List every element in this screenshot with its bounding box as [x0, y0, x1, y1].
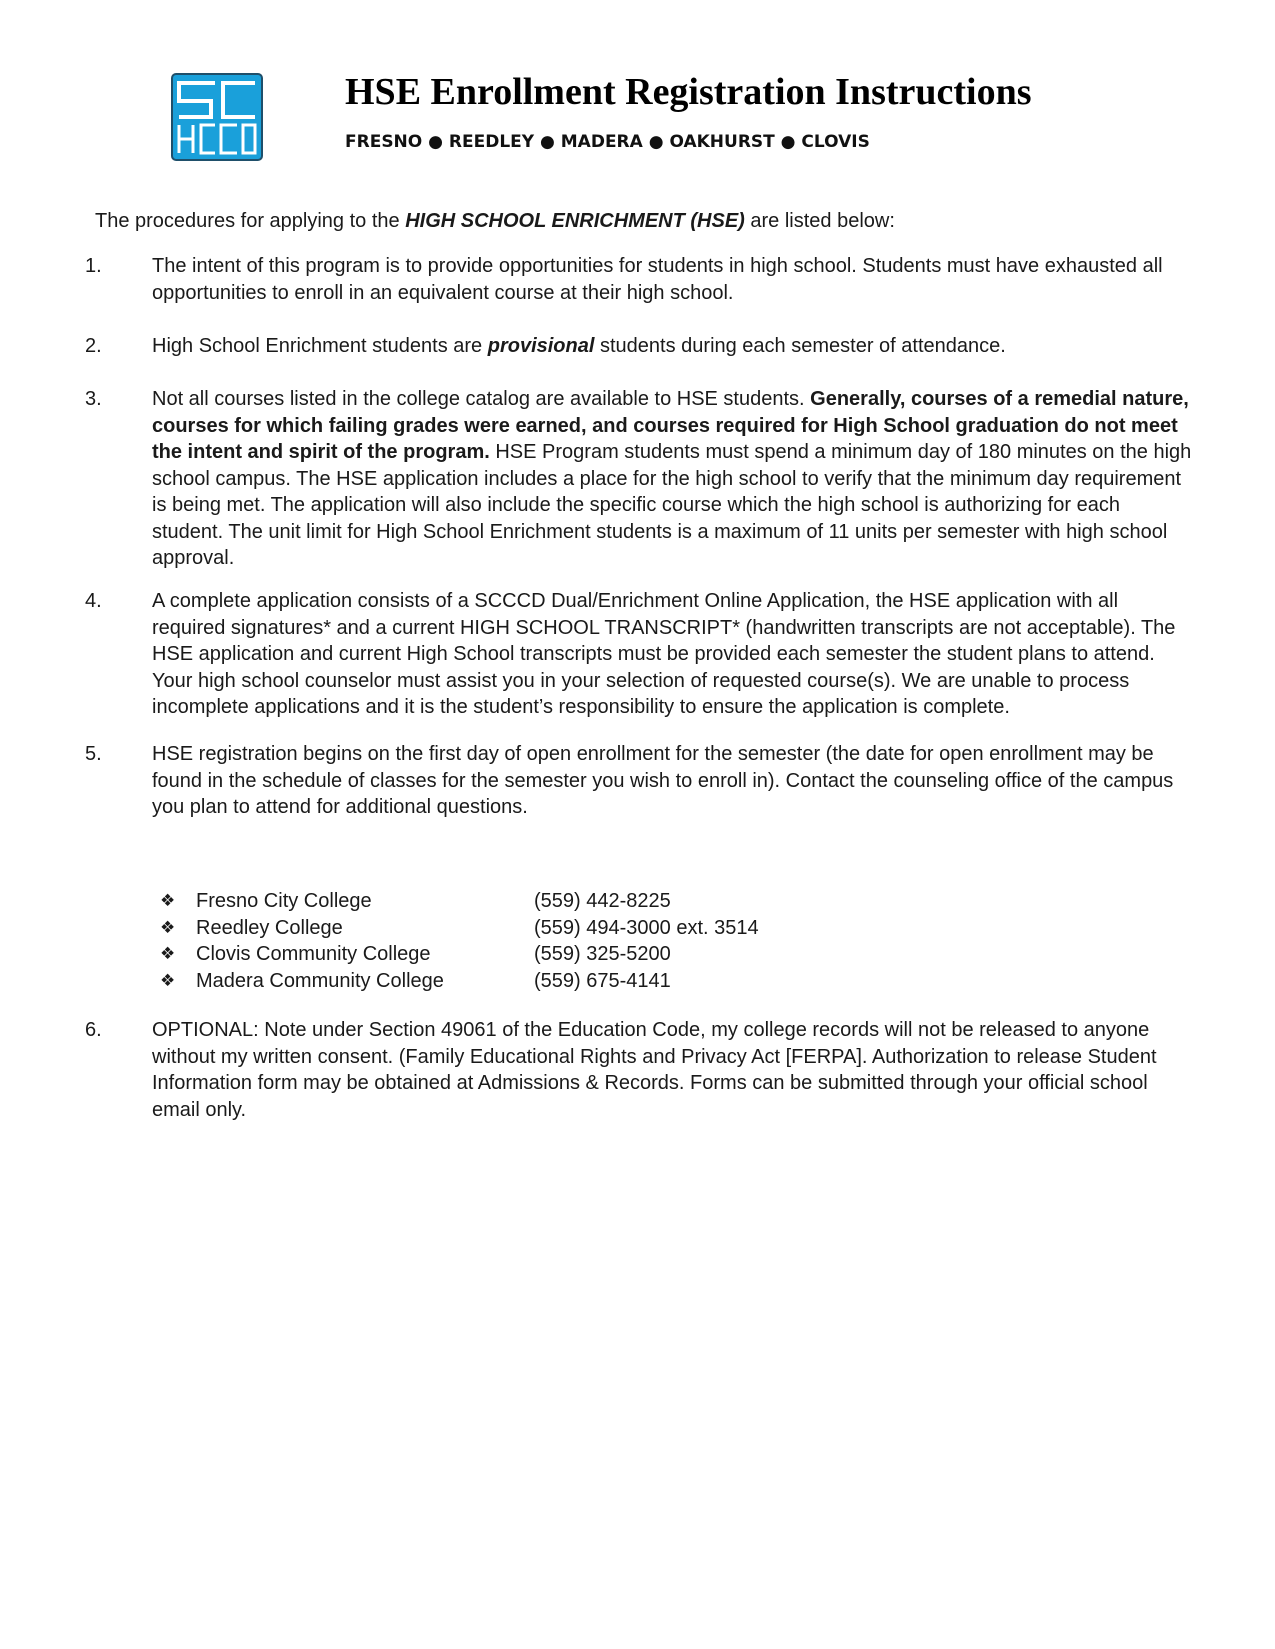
item-text: A complete application consists of a SCCCD Dual/Enrichment Online Application, the HSE application with all required signatures* and a current HIGH SCHOOL TRANSCRIPT* (handwritten transcripts are not acceptable). The HSE application and current High School transcripts must be provided each semester the student plans to attend. Your high school counselor must assist you in your selection of requested course(s). We are unable to process incomplete applications and it is the student’s responsibility to ensure the application is complete.: [152, 590, 1176, 718]
program-name: HIGH SCHOOL ENRICHMENT (HSE): [405, 210, 745, 232]
item-number: 2.: [85, 335, 102, 357]
item-number: 5.: [85, 743, 102, 765]
item-number: 1.: [85, 255, 102, 277]
intro-text: The procedures for applying to the HIGH SCHOOL ENRICHMENT (HSE) are listed below:: [95, 210, 895, 232]
diamond-bullet-icon: ❖: [160, 944, 176, 964]
scccd-logo-icon: [171, 73, 263, 161]
campus-list: FRESNO ● REEDLEY ● MADERA ● OAKHURST ● CLOVIS: [345, 132, 870, 152]
item-text: High School Enrichment students are provisional students during each semester of attendance.: [152, 335, 1006, 357]
list-item: [85, 333, 1195, 360]
list-item: [85, 588, 1195, 721]
item-number: 3.: [85, 388, 102, 410]
contact-row: [160, 888, 759, 915]
list-item: [85, 741, 1195, 821]
list-item: [85, 386, 1195, 572]
college-phone: (559) 325-5200: [534, 943, 671, 965]
item-number: 6.: [85, 1019, 102, 1041]
college-phone: (559) 442-8225: [534, 890, 671, 912]
item-text: HSE registration begins on the first day of open enrollment for the semester (the date for open enrollment may be found in the schedule of classes for the semester you wish to enroll in). Contact the counseling office of the campus you plan to attend for additional questions.: [152, 743, 1174, 818]
college-name: Clovis Community College: [196, 943, 431, 965]
item-text: OPTIONAL: Note under Section 49061 of the Education Code, my college records will not be released to anyone without my written consent. (Family Educational Rights and Privacy Act [FERPA]. Authorization to release Student Information form may be obtained at Admissions & Records. Forms can be submitted through your official school email only.: [152, 1019, 1157, 1121]
college-name: Reedley College: [196, 916, 343, 939]
college-phone: (559) 675-4141: [534, 969, 671, 992]
contact-row: [160, 915, 759, 942]
page-title: HSE Enrollment Registration Instructions: [345, 71, 1032, 113]
college-name: Madera Community College: [196, 969, 444, 992]
diamond-bullet-icon: ❖: [160, 917, 176, 938]
campus-contacts: [160, 888, 759, 994]
college-phone: (559) 494-3000 ext. 3514: [534, 916, 759, 939]
contact-row: [160, 968, 759, 995]
item-number: 4.: [85, 590, 102, 612]
contact-row: [160, 941, 759, 968]
item-text: Not all courses listed in the college catalog are available to HSE students. Generally, courses of a remedial nature, courses for which failing grades were earned, and courses required for High School graduation do not meet the intent and spirit of the program. HSE Program students must spend a minimum day of 180 minutes on the high school campus. The HSE application includes a place for the high school to verify that the minimum day requirement is being met. The application will also include the specific course which the high school is authorizing for each student. The unit limit for High School Enrichment students is a maximum of 11 units per semester with high school approval.: [152, 388, 1192, 569]
list-item: [85, 1017, 1195, 1123]
college-name: Fresno City College: [196, 890, 372, 912]
diamond-bullet-icon: ❖: [160, 970, 176, 991]
list-item: [85, 253, 1195, 306]
diamond-bullet-icon: ❖: [160, 891, 176, 911]
item-text: The intent of this program is to provide opportunities for students in high school. Students must have exhausted all opportunities to enroll in an equivalent course at their high school.: [152, 255, 1163, 304]
